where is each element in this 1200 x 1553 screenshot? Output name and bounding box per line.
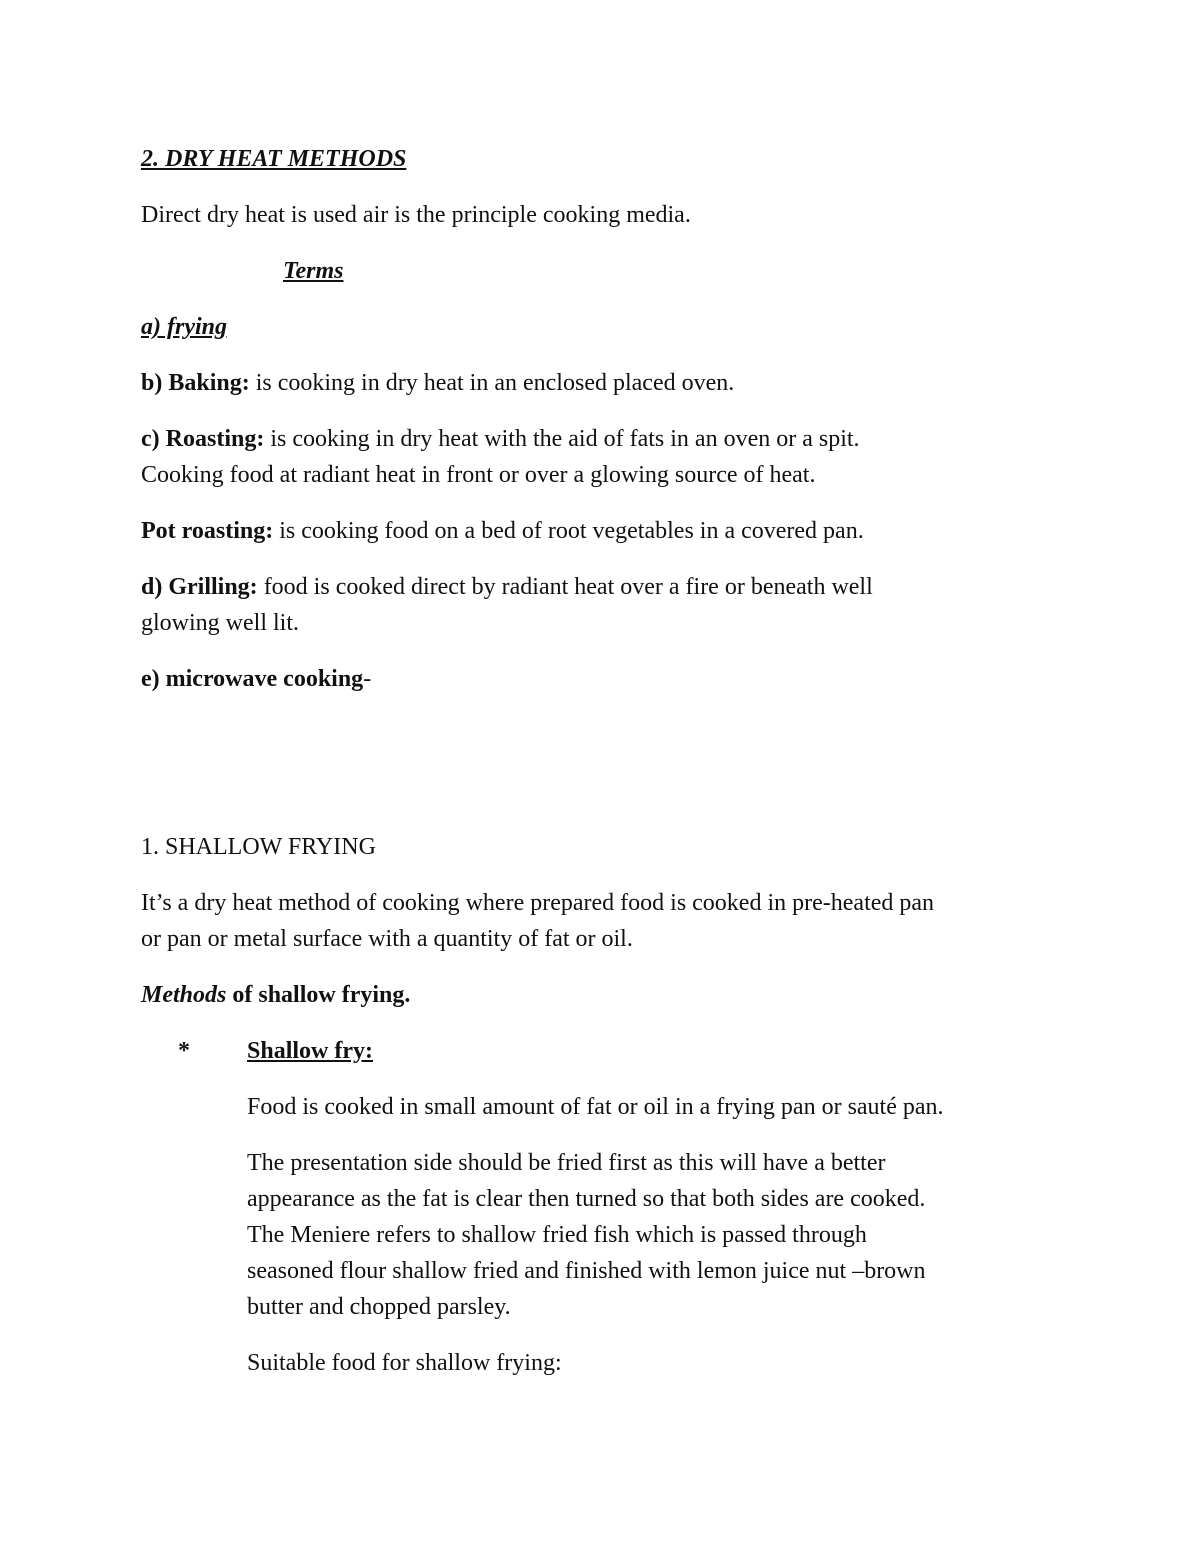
- shallow-fry-paragraph-2-line: butter and chopped parsley.: [247, 1294, 511, 1320]
- suitable-food-heading: Suitable food for shallow frying:: [247, 1350, 562, 1376]
- methods-rest: of shallow frying.: [226, 982, 411, 1008]
- terms-heading: Terms: [283, 258, 344, 284]
- section-heading: 2. DRY HEAT METHODS: [141, 146, 407, 172]
- term-prefix: d): [141, 574, 169, 600]
- term-name: Baking:: [168, 370, 250, 396]
- shallow-desc-line1: It’s a dry heat method of cooking where prepared food is cooked in pre-heated pan: [141, 890, 935, 916]
- term-grilling: [141, 572, 873, 602]
- intro-text: Direct dry heat is used air is the principle cooking media.: [141, 202, 691, 228]
- shallow-fry-paragraph-2-line: seasoned flour shallow fried and finished with lemon juice nut –brown: [247, 1258, 926, 1284]
- term-name: Roasting:: [165, 426, 265, 452]
- term-trail: -: [363, 666, 372, 692]
- term-prefix: b): [141, 370, 169, 396]
- term-prefix: c): [141, 426, 166, 452]
- term-name: e) microwave cooking: [141, 666, 364, 692]
- term-grilling-line2: glowing well lit.: [141, 610, 299, 636]
- term-baking: [141, 368, 734, 398]
- term-definition: is cooking in dry heat in an enclosed placed oven.: [249, 370, 735, 396]
- term-frying: a) frying: [141, 314, 227, 340]
- shallow-fry-paragraph-2-line: The Meniere refers to shallow fried fish which is passed through: [247, 1222, 867, 1248]
- term-definition: is cooking food on a bed of root vegetables in a covered pan.: [273, 518, 864, 544]
- term-definition: is cooking in dry heat with the aid of fats in an oven or a spit.: [264, 426, 860, 452]
- term-definition: food is cooked direct by radiant heat over a fire or beneath well: [257, 574, 873, 600]
- bullet-marker: *: [178, 1038, 190, 1064]
- shallow-fry-title: Shallow fry:: [247, 1038, 373, 1064]
- methods-word: Methods: [141, 982, 227, 1008]
- term-microwave: [141, 664, 371, 694]
- shallow-desc-line2: or pan or metal surface with a quantity of fat or oil.: [141, 926, 633, 952]
- shallow-fry-paragraph-2-line: The presentation side should be fried first as this will have a better: [247, 1150, 886, 1176]
- methods-heading: [141, 980, 410, 1010]
- shallow-fry-paragraph-1: Food is cooked in small amount of fat or oil in a frying pan or sauté pan.: [247, 1094, 944, 1120]
- term-pot-roasting: [141, 516, 864, 546]
- shallow-fry-paragraph-2-line: appearance as the fat is clear then turned so that both sides are cooked.: [247, 1186, 926, 1212]
- term-roasting-line2: Cooking food at radiant heat in front or over a glowing source of heat.: [141, 462, 816, 488]
- shallow-frying-heading: 1. SHALLOW FRYING: [141, 834, 376, 860]
- term-name: Grilling:: [168, 574, 258, 600]
- term-roasting: [141, 424, 860, 454]
- term-name: Pot roasting:: [141, 518, 274, 544]
